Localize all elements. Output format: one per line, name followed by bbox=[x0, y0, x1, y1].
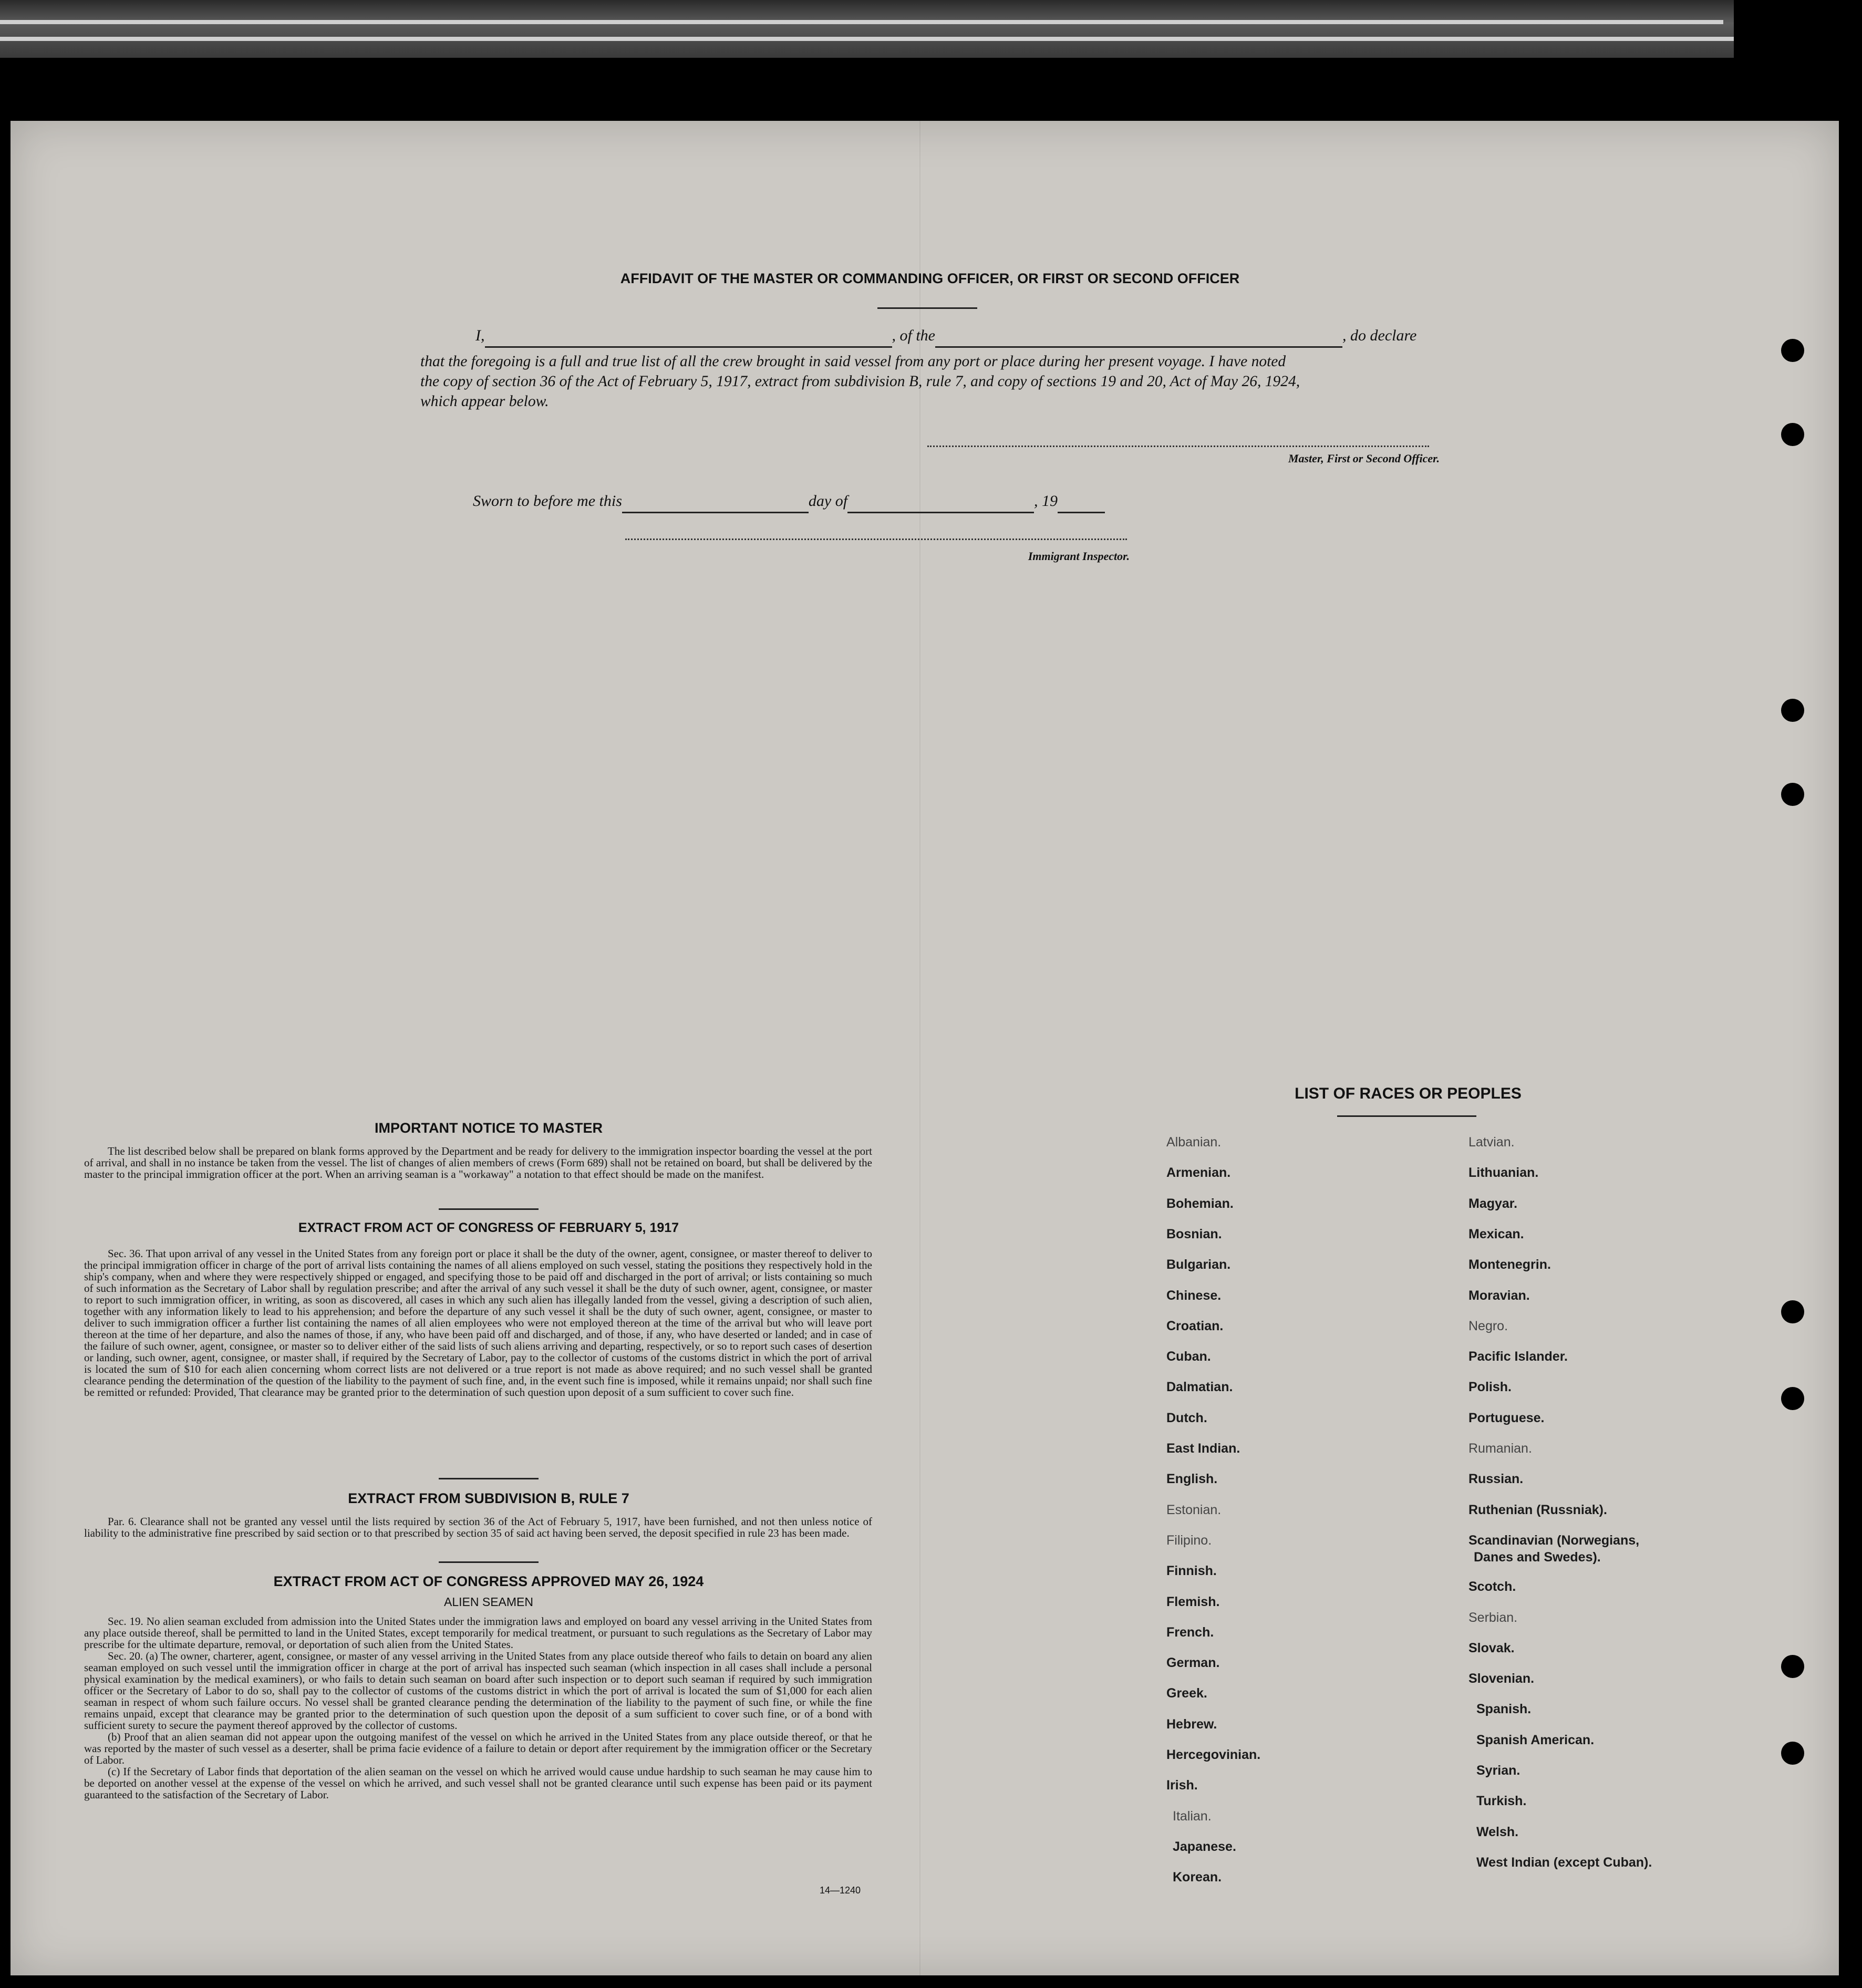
notice-section bbox=[84, 1145, 872, 1180]
extract-1917-section bbox=[84, 1248, 872, 1398]
extract-rule7-section bbox=[84, 1516, 872, 1539]
sworn-year-field[interactable] bbox=[1058, 512, 1105, 513]
section-20c-text: (c) If the Secretary of Labor finds that deportation of the alien seaman on the vessel on which he arrived would cause undue hardship to such seaman he may cause him to be deported on another vessel at the expense of the vessel on which he arrived, and such vessel shall not be granted clearance until such expense has been paid or its payment guaranteed to the satisfaction of the Secretary of Labor. bbox=[84, 1765, 872, 1801]
punch-hole bbox=[1781, 339, 1804, 362]
vessel-field[interactable] bbox=[935, 346, 1342, 348]
strip-edge bbox=[0, 20, 1723, 24]
race-item: Syrian. bbox=[1476, 1763, 1520, 1778]
section-20a-text: Sec. 20. (a) The owner, charterer, agent, consignee, or master of any vessel arriving in the United States from any place outside thereof who fails to detain on board any alien seaman employed on such vessel until the immigration officer in charge at the port of arrival has inspected such seaman (which inspection in all cases shall include a personal physical examination by the medical examiners), or who fails to detain such seaman on board after such inspection or to deport such seaman if required by such immigration officer or the Secretary of Labor to do so, shall pay to the collector of customs of the customs district in which the port of arrival is located the sum of $1,000 for each alien seaman in respect of whom such failure occurs. No vessel shall be granted clearance pending the determination of the liability to the payment of such fine, or while the fine remains unpaid, except that clearance may be granted prior to the determination of such question upon the deposit of a sum sufficient to cover such fine, or of a bond with sufficient surety to secure the payment thereof approved by the collector of customs. bbox=[84, 1650, 872, 1732]
punch-hole bbox=[1781, 1655, 1804, 1678]
sworn-label: Sworn to before me this bbox=[473, 492, 622, 510]
race-item: Lithuanian. bbox=[1468, 1165, 1539, 1180]
i-label: I, bbox=[475, 327, 485, 344]
punch-hole bbox=[1781, 1742, 1804, 1765]
section-divider bbox=[439, 1208, 539, 1210]
form-number: 14—1240 bbox=[820, 1885, 861, 1896]
race-item: Portuguese. bbox=[1468, 1411, 1545, 1425]
extract-1924-section bbox=[84, 1616, 872, 1800]
races-divider bbox=[1337, 1115, 1476, 1117]
race-item: Albanian. bbox=[1166, 1135, 1222, 1150]
name-field[interactable] bbox=[485, 346, 892, 348]
race-item: Japanese. bbox=[1173, 1839, 1236, 1854]
race-item: Scotch. bbox=[1468, 1579, 1516, 1594]
race-item: Bosnian. bbox=[1166, 1227, 1222, 1241]
punch-hole bbox=[1781, 1300, 1804, 1323]
race-item: Rumanian. bbox=[1468, 1441, 1532, 1456]
race-item: Filipino. bbox=[1166, 1533, 1212, 1548]
race-item: Chinese. bbox=[1166, 1288, 1222, 1303]
punch-hole bbox=[1781, 699, 1804, 722]
punch-hole bbox=[1781, 423, 1804, 446]
race-item: Mexican. bbox=[1468, 1227, 1524, 1241]
race-item: Croatian. bbox=[1166, 1319, 1224, 1333]
race-item: Pacific Islander. bbox=[1468, 1349, 1568, 1364]
race-item: Latvian. bbox=[1468, 1135, 1515, 1150]
race-item: Slovak. bbox=[1468, 1641, 1515, 1655]
race-item: English. bbox=[1166, 1472, 1218, 1486]
race-item: Hebrew. bbox=[1166, 1717, 1217, 1732]
strip-edge bbox=[0, 37, 1734, 41]
notice-text: The list described below shall be prepared on blank forms approved by the Department and be ready for delivery to the immigration inspector boarding the vessel at the port of arrival, and shall in no instance be taken from the vessel. The list of changes of alien members of crews (Form 689) shall not be retained on board, but shall be delivered by the master to the principal immigration officer at the port. When an arriving seaman is a "workaway" a notation to that effect should be made on the manifest. bbox=[84, 1145, 872, 1181]
race-item: Polish. bbox=[1468, 1380, 1512, 1394]
sworn-line bbox=[473, 489, 1156, 513]
race-item: Russian. bbox=[1468, 1472, 1524, 1486]
races-title: LIST OF RACES OR PEOPLES bbox=[1295, 1085, 1522, 1102]
race-item: Danes and Swedes). bbox=[1474, 1550, 1601, 1565]
affidavit-title: AFFIDAVIT OF THE MASTER OR COMMANDING OFFICER, OR FIRST OR SECOND OFFICER bbox=[620, 271, 1240, 286]
race-item: Bohemian. bbox=[1166, 1196, 1234, 1211]
race-item: Estonian. bbox=[1166, 1503, 1222, 1517]
race-item: Armenian. bbox=[1166, 1165, 1231, 1180]
race-item: Korean. bbox=[1173, 1870, 1222, 1885]
race-item: German. bbox=[1166, 1655, 1220, 1670]
punch-hole bbox=[1781, 1387, 1804, 1410]
affidavit-body-line: the copy of section 36 of the Act of February 5, 1917, extract from subdivision B, rule 7, and copy of sections 19 and 20, Act of May 26, 1924, bbox=[420, 373, 1300, 390]
race-item: Hercegovinian. bbox=[1166, 1747, 1261, 1762]
declaration-line bbox=[475, 324, 1458, 348]
sworn-month-field[interactable] bbox=[847, 512, 1034, 513]
race-item: Finnish. bbox=[1166, 1564, 1217, 1578]
sworn-day-field[interactable] bbox=[622, 512, 809, 513]
race-item: West Indian (except Cuban). bbox=[1476, 1855, 1652, 1870]
extract-1924-title: EXTRACT FROM ACT OF CONGRESS APPROVED MAY 26, 1924 bbox=[273, 1573, 704, 1589]
race-item: Dalmatian. bbox=[1166, 1380, 1233, 1394]
race-item: Welsh. bbox=[1476, 1825, 1519, 1839]
race-item: Scandinavian (Norwegians, bbox=[1468, 1533, 1640, 1548]
rule7-text: Par. 6. Clearance shall not be granted any vessel until the lists required by section 36 of the Act of February 5, 1917, have been furnished, and not then unless notice of liability to the administrative fine prescribed by said section or to that prescribed by section 35 of said act having been served, the deposit specified in rule 23 has been made. bbox=[84, 1515, 872, 1539]
extract-rule7-title: EXTRACT FROM SUBDIVISION B, RULE 7 bbox=[348, 1490, 629, 1506]
section-divider bbox=[439, 1478, 539, 1479]
race-item: Cuban. bbox=[1166, 1349, 1211, 1364]
master-signature-caption: Master, First or Second Officer. bbox=[1288, 452, 1440, 465]
of-the-label: , of the bbox=[892, 327, 935, 344]
punch-hole bbox=[1781, 783, 1804, 806]
section-19-text: Sec. 19. No alien seaman excluded from admission into the United States under the immigration laws and employed on board any vessel arriving in the United States from any place outside thereof, shall be permitted to land in the United States, except temporarily for medical treatment, or pursuant to such regulations as the Secretary of Labor may prescribe for the ultimate departure, removal, or deportation of such alien from the United States. bbox=[84, 1615, 872, 1651]
race-item: Magyar. bbox=[1468, 1196, 1518, 1211]
affidavit-body-line: that the foregoing is a full and true list of all the crew brought in said vessel from any port or place during her present voyage. I have noted bbox=[420, 353, 1286, 370]
year-label: , 19 bbox=[1034, 492, 1058, 510]
top-strip bbox=[0, 0, 1734, 58]
affidavit-body-line: which appear below. bbox=[420, 393, 549, 410]
extract-1924-subtitle: ALIEN SEAMEN bbox=[444, 1595, 533, 1609]
race-item: Bulgarian. bbox=[1166, 1257, 1231, 1272]
race-item: East Indian. bbox=[1166, 1441, 1240, 1456]
race-item: Ruthenian (Russniak). bbox=[1468, 1503, 1607, 1517]
race-item: Greek. bbox=[1166, 1686, 1207, 1701]
race-item: Montenegrin. bbox=[1468, 1257, 1551, 1272]
race-item: Italian. bbox=[1173, 1809, 1212, 1824]
title-divider bbox=[877, 307, 977, 309]
inspector-signature-line[interactable] bbox=[625, 539, 1127, 540]
section-20b-text: (b) Proof that an alien seaman did not appear upon the outgoing manifest of the vessel on which he arrived in the United States from any place outside thereof, or that he was reported by the master of such vessel as a deserter, shall be prima facie evidence of a failure to detain or deport after requirement by the immigration officer or the Secretary of Labor. bbox=[84, 1731, 872, 1766]
section-36-text: Sec. 36. That upon arrival of any vessel in the United States from any foreign port or place it shall be the duty of the owner, agent, consignee, or master thereof to deliver to the principal immigration officer in charge of the port of arrival lists containing the names of all aliens employed on such vessel, stating the positions they respectively hold in the ship's company, when and where they were respectively shipped or engaged, and specifying those to be paid off and discharged in the port of arrival; or lists containing so much of such information as the Secretary of Labor shall by regulation prescribe; and after the arrival of any such vessel it shall be the duty of such owner, agent, consignee, or master to report to such immigration officer, in writing, as soon as discovered, all cases in which any such alien has illegally landed from the vessel, giving a description of such alien, together with any information likely to lead to his apprehension; and before the departure of any such vessel it shall be the duty of such owner, agent, consignee, or master to deliver to such immigration officer a further list containing the names of all alien employees who were not employed thereon at the time of the arrival but who will leave port thereon at the time of her departure, and also the names of those, if any, who have been paid off and discharged, and of those, if any, who have deserted or landed; and in case of the failure of such owner, agent, consignee, or master so to deliver either of the said lists of such aliens arriving and departing, respectively, or so to report such cases of desertion or landing, such owner, agent, consignee, or master shall, if required by the Secretary of Labor, pay to the collector of customs of the customs district in which the port of arrival is located the sum of $10 for each alien concerning whom correct lists are not delivered or a true report is not made as above required; and no such vessel shall be granted clearance pending the determination of the question of the liability to the payment of such fine, and, in the event such fine is imposed, while it remains unpaid; nor shall such fine be remitted or refunded: Provided, That clearance may be granted prior to the determination of such question upon deposit of a sum sufficient to cover such fine. bbox=[84, 1247, 872, 1399]
inspector-signature-caption: Immigrant Inspector. bbox=[1028, 550, 1130, 563]
form-page bbox=[11, 121, 1839, 1975]
race-item: Dutch. bbox=[1166, 1411, 1207, 1425]
notice-title: IMPORTANT NOTICE TO MASTER bbox=[375, 1120, 603, 1136]
race-item: French. bbox=[1166, 1625, 1214, 1640]
day-of-label: day of bbox=[808, 492, 848, 510]
race-item: Spanish. bbox=[1476, 1702, 1532, 1716]
section-divider bbox=[439, 1561, 539, 1563]
race-item: Negro. bbox=[1468, 1319, 1508, 1333]
master-signature-line[interactable] bbox=[927, 446, 1429, 447]
race-item: Turkish. bbox=[1476, 1794, 1527, 1808]
race-item: Flemish. bbox=[1166, 1594, 1220, 1609]
race-item: Spanish American. bbox=[1476, 1733, 1595, 1747]
extract-1917-title: EXTRACT FROM ACT OF CONGRESS OF FEBRUARY 5, 1917 bbox=[298, 1220, 679, 1235]
race-item: Serbian. bbox=[1468, 1610, 1518, 1625]
race-item: Moravian. bbox=[1468, 1288, 1530, 1303]
race-item: Slovenian. bbox=[1468, 1671, 1535, 1686]
do-declare-label: , do declare bbox=[1342, 327, 1417, 344]
race-item: Irish. bbox=[1166, 1778, 1198, 1793]
